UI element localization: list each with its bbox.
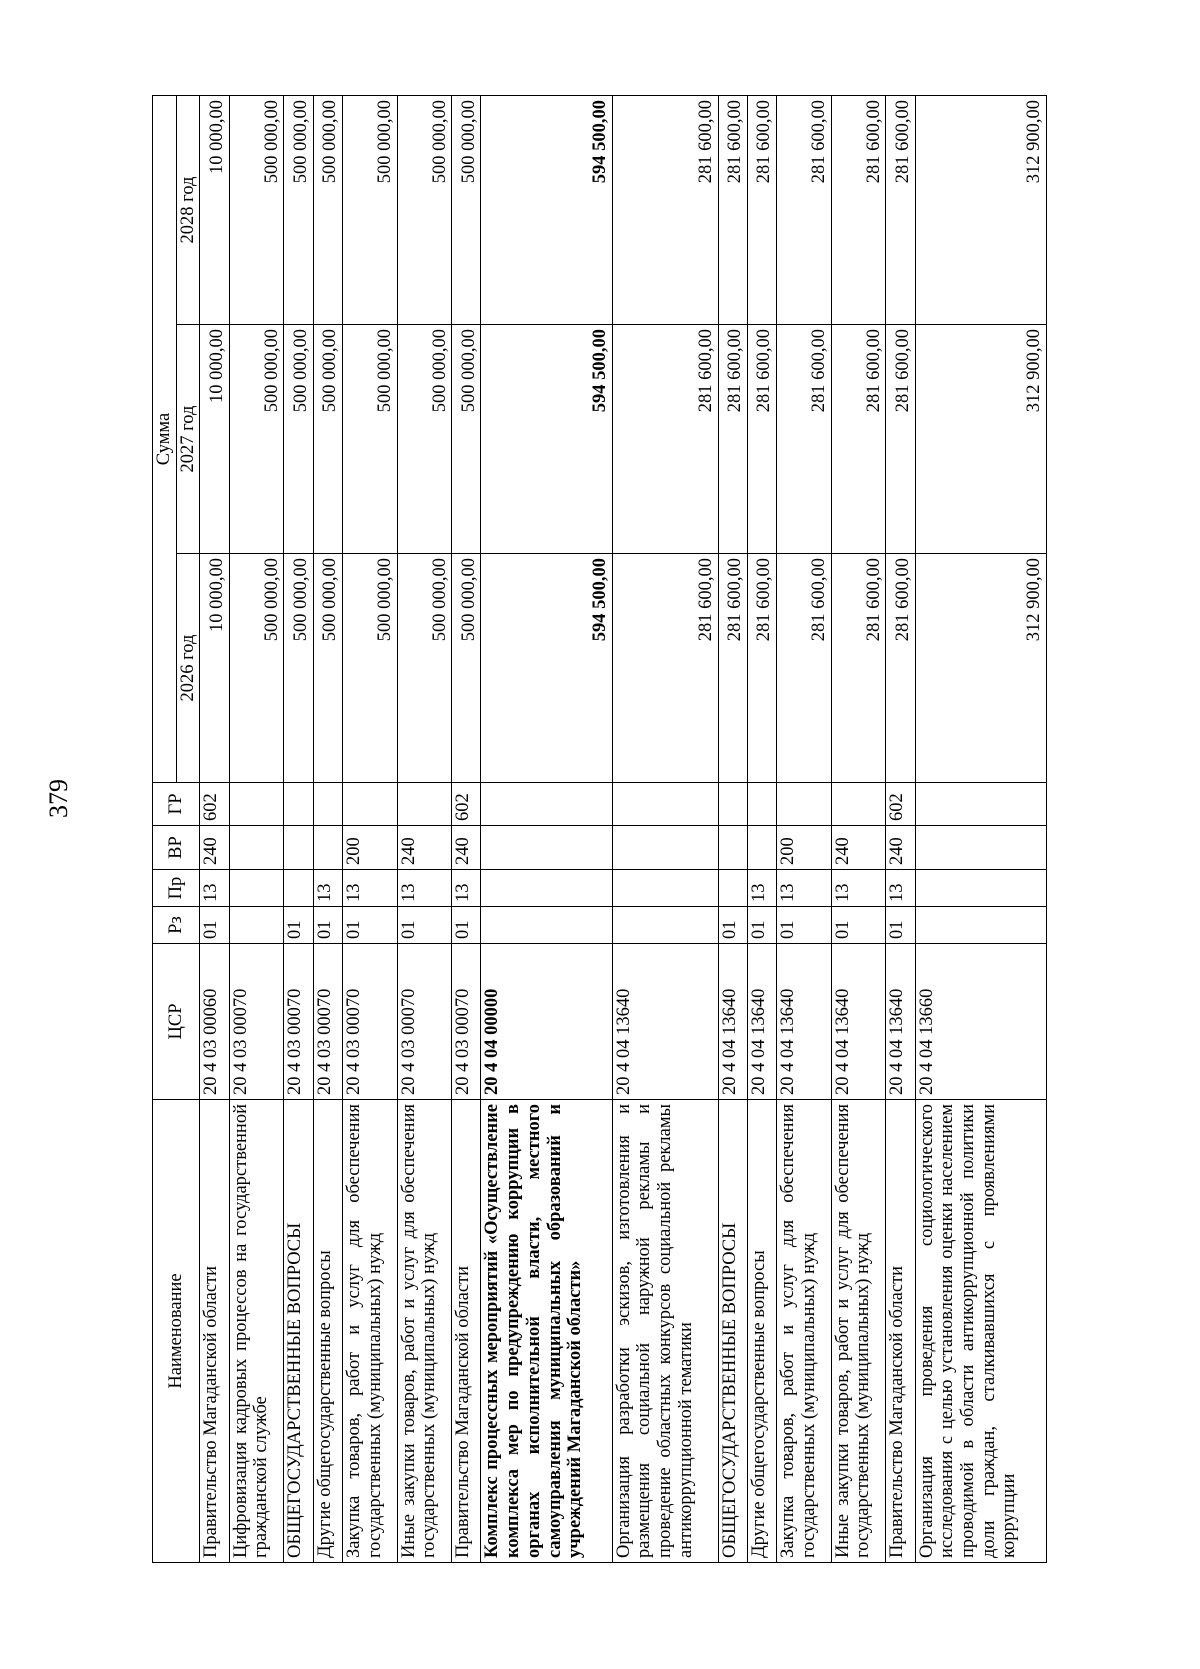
- cell-pr: 13: [452, 870, 481, 907]
- table-row: [886, 95, 915, 1562]
- cell-gr: [747, 783, 776, 826]
- cell-vr: 240: [397, 826, 452, 870]
- table-row: [915, 95, 1046, 1562]
- cell-y2026: 281 600,00: [886, 554, 915, 783]
- cell-vr: 200: [342, 826, 397, 870]
- cell-y2026: 10 000,00: [200, 554, 229, 783]
- rotated-page: [152, 96, 1047, 1563]
- cell-csr: 20 4 04 13640: [612, 944, 718, 1100]
- cell-y2028: 500 000,00: [229, 95, 284, 324]
- cell-pr: 13: [886, 870, 915, 907]
- cell-name: Правительство Магаданской области: [452, 1100, 481, 1563]
- table-row: [747, 95, 776, 1562]
- table-row: [612, 95, 718, 1562]
- table-row: [284, 95, 313, 1562]
- table-row: [776, 95, 831, 1562]
- cell-vr: [718, 826, 747, 870]
- header-name: Наименование: [153, 1100, 200, 1563]
- cell-vr: [612, 826, 718, 870]
- table-row: [452, 95, 481, 1562]
- cell-csr: 20 4 04 13640: [831, 944, 886, 1100]
- cell-name: ОБЩЕГОСУДАРСТВЕННЫЕ ВОПРОСЫ: [718, 1100, 747, 1563]
- cell-name: Организация проведения социологического исследования с целью установления оценки населением проводимой в области антикоррупционной политики доли граждан, сталкивавшихся с проявлениями коррупции: [915, 1100, 1046, 1563]
- table-row: [481, 95, 612, 1562]
- cell-y2027: 500 000,00: [342, 325, 397, 554]
- cell-y2027: 500 000,00: [284, 325, 313, 554]
- cell-rz: 01: [718, 907, 747, 944]
- cell-y2028: 500 000,00: [313, 95, 342, 324]
- cell-y2028: 500 000,00: [452, 95, 481, 324]
- table-row: [200, 95, 229, 1562]
- cell-csr: 20 4 03 00070: [229, 944, 284, 1100]
- cell-y2027: 281 600,00: [776, 325, 831, 554]
- cell-y2027: 10 000,00: [200, 325, 229, 554]
- cell-vr: 200: [776, 826, 831, 870]
- cell-gr: [397, 783, 452, 826]
- cell-y2026: 281 600,00: [612, 554, 718, 783]
- cell-name: Закупка товаров, работ и услуг для обеспечения государственных (муниципальных) нужд: [776, 1100, 831, 1563]
- cell-vr: 240: [200, 826, 229, 870]
- cell-y2027: 500 000,00: [229, 325, 284, 554]
- cell-y2026: 500 000,00: [284, 554, 313, 783]
- cell-gr: [612, 783, 718, 826]
- cell-y2027: 281 600,00: [747, 325, 776, 554]
- cell-vr: 240: [831, 826, 886, 870]
- cell-csr: 20 4 03 00060: [200, 944, 229, 1100]
- cell-vr: [481, 826, 612, 870]
- cell-name: Правительство Магаданской области: [200, 1100, 229, 1563]
- cell-y2026: 500 000,00: [397, 554, 452, 783]
- cell-csr: 20 4 04 13640: [776, 944, 831, 1100]
- cell-csr: 20 4 04 13640: [747, 944, 776, 1100]
- cell-y2028: 281 600,00: [886, 95, 915, 324]
- cell-pr: 13: [747, 870, 776, 907]
- cell-y2028: 594 500,00: [481, 95, 612, 324]
- cell-y2027: 500 000,00: [313, 325, 342, 554]
- cell-y2027: 312 900,00: [915, 325, 1046, 554]
- cell-y2027: 281 600,00: [831, 325, 886, 554]
- cell-y2028: 281 600,00: [747, 95, 776, 324]
- cell-gr: 602: [200, 783, 229, 826]
- cell-y2028: 10 000,00: [200, 95, 229, 324]
- cell-pr: 13: [776, 870, 831, 907]
- cell-pr: [481, 870, 612, 907]
- cell-pr: [915, 870, 1046, 907]
- cell-pr: [718, 870, 747, 907]
- header-csr: ЦСР: [153, 944, 200, 1100]
- table-row: [229, 95, 284, 1562]
- cell-y2026: 500 000,00: [313, 554, 342, 783]
- table-row: [831, 95, 886, 1562]
- cell-name: Другие общегосударственные вопросы: [313, 1100, 342, 1563]
- cell-y2027: 500 000,00: [452, 325, 481, 554]
- cell-y2028: 281 600,00: [831, 95, 886, 324]
- table-row: [718, 95, 747, 1562]
- cell-pr: 13: [831, 870, 886, 907]
- header-sum: Сумма: [153, 95, 177, 782]
- cell-vr: 240: [886, 826, 915, 870]
- cell-gr: [481, 783, 612, 826]
- cell-csr: 20 4 03 00070: [452, 944, 481, 1100]
- cell-y2028: 281 600,00: [776, 95, 831, 324]
- cell-y2026: 500 000,00: [229, 554, 284, 783]
- cell-gr: [313, 783, 342, 826]
- cell-gr: [229, 783, 284, 826]
- cell-name: Иные закупки товаров, работ и услуг для обеспечения государственных (муниципальных) нужд: [397, 1100, 452, 1563]
- cell-y2026: 281 600,00: [747, 554, 776, 783]
- cell-gr: [776, 783, 831, 826]
- cell-pr: [612, 870, 718, 907]
- cell-vr: [229, 826, 284, 870]
- cell-rz: [915, 907, 1046, 944]
- cell-y2027: 281 600,00: [886, 325, 915, 554]
- cell-csr: 20 4 04 13640: [718, 944, 747, 1100]
- budget-table: [152, 95, 1047, 1563]
- cell-rz: [229, 907, 284, 944]
- cell-rz: 01: [831, 907, 886, 944]
- cell-vr: [284, 826, 313, 870]
- cell-csr: 20 4 04 13660: [915, 944, 1046, 1100]
- cell-gr: 602: [886, 783, 915, 826]
- cell-csr: 20 4 03 00070: [342, 944, 397, 1100]
- cell-y2028: 281 600,00: [718, 95, 747, 324]
- cell-gr: [718, 783, 747, 826]
- cell-name: Цифровизация кадровых процессов на государственной гражданской службе: [229, 1100, 284, 1563]
- cell-gr: [342, 783, 397, 826]
- cell-csr: 20 4 03 00070: [397, 944, 452, 1100]
- table-body: [200, 95, 1047, 1562]
- cell-y2026: 500 000,00: [452, 554, 481, 783]
- cell-rz: [612, 907, 718, 944]
- header-row-1: [153, 95, 177, 1562]
- cell-csr: 20 4 03 00070: [313, 944, 342, 1100]
- table-row: [397, 95, 452, 1562]
- cell-gr: 602: [452, 783, 481, 826]
- cell-name: Другие общегосударственные вопросы: [747, 1100, 776, 1563]
- cell-rz: 01: [313, 907, 342, 944]
- cell-name: Организация разработки эскизов, изготовления и размещения социальной наружной рекламы и проведение областных конкурсов социальной рекламы антикоррупционной тематики: [612, 1100, 718, 1563]
- cell-y2027: 281 600,00: [612, 325, 718, 554]
- cell-pr: 13: [342, 870, 397, 907]
- cell-y2028: 500 000,00: [397, 95, 452, 324]
- cell-y2026: 500 000,00: [342, 554, 397, 783]
- cell-pr: 13: [200, 870, 229, 907]
- cell-csr: 20 4 04 00000: [481, 944, 612, 1100]
- cell-y2028: 500 000,00: [342, 95, 397, 324]
- header-vr: ВР: [153, 826, 200, 870]
- cell-y2028: 312 900,00: [915, 95, 1046, 324]
- cell-vr: 240: [452, 826, 481, 870]
- cell-rz: 01: [397, 907, 452, 944]
- cell-y2026: 281 600,00: [718, 554, 747, 783]
- cell-name: Комплекс процессных мероприятий «Осуществление комплекса мер по предупреждению коррупции в органах исполнительной власти, местного самоуправления муниципальных образований и учреждений Магаданской области»: [481, 1100, 612, 1563]
- cell-y2026: 312 900,00: [915, 554, 1046, 783]
- cell-vr: [915, 826, 1046, 870]
- cell-name: Правительство Магаданской области: [886, 1100, 915, 1563]
- cell-csr: 20 4 03 00070: [284, 944, 313, 1100]
- cell-pr: [284, 870, 313, 907]
- cell-rz: 01: [776, 907, 831, 944]
- cell-name: Иные закупки товаров, работ и услуг для обеспечения государственных (муниципальных) нужд: [831, 1100, 886, 1563]
- cell-y2027: 594 500,00: [481, 325, 612, 554]
- cell-y2026: 281 600,00: [776, 554, 831, 783]
- cell-y2027: 281 600,00: [718, 325, 747, 554]
- cell-gr: [831, 783, 886, 826]
- header-pr: Пр: [153, 870, 200, 907]
- cell-pr: 13: [397, 870, 452, 907]
- cell-rz: 01: [886, 907, 915, 944]
- header-rz: Рз: [153, 907, 200, 944]
- header-2026: 2026 год: [176, 554, 200, 783]
- cell-vr: [747, 826, 776, 870]
- cell-pr: [229, 870, 284, 907]
- cell-y2026: 594 500,00: [481, 554, 612, 783]
- cell-y2028: 500 000,00: [284, 95, 313, 324]
- cell-y2026: 281 600,00: [831, 554, 886, 783]
- header-2028: 2028 год: [176, 95, 200, 324]
- cell-rz: 01: [342, 907, 397, 944]
- cell-csr: 20 4 04 13640: [886, 944, 915, 1100]
- header-gr: ГР: [153, 783, 200, 826]
- cell-gr: [915, 783, 1046, 826]
- page-number: 379: [44, 779, 73, 818]
- cell-name: ОБЩЕГОСУДАРСТВЕННЫЕ ВОПРОСЫ: [284, 1100, 313, 1563]
- cell-name: Закупка товаров, работ и услуг для обеспечения государственных (муниципальных) нужд: [342, 1100, 397, 1563]
- cell-rz: 01: [200, 907, 229, 944]
- cell-gr: [284, 783, 313, 826]
- table-row: [313, 95, 342, 1562]
- cell-rz: [481, 907, 612, 944]
- cell-vr: [313, 826, 342, 870]
- cell-pr: 13: [313, 870, 342, 907]
- cell-rz: 01: [284, 907, 313, 944]
- table-row: [342, 95, 397, 1562]
- cell-rz: 01: [747, 907, 776, 944]
- cell-rz: 01: [452, 907, 481, 944]
- cell-y2028: 281 600,00: [612, 95, 718, 324]
- cell-y2027: 500 000,00: [397, 325, 452, 554]
- header-2027: 2027 год: [176, 325, 200, 554]
